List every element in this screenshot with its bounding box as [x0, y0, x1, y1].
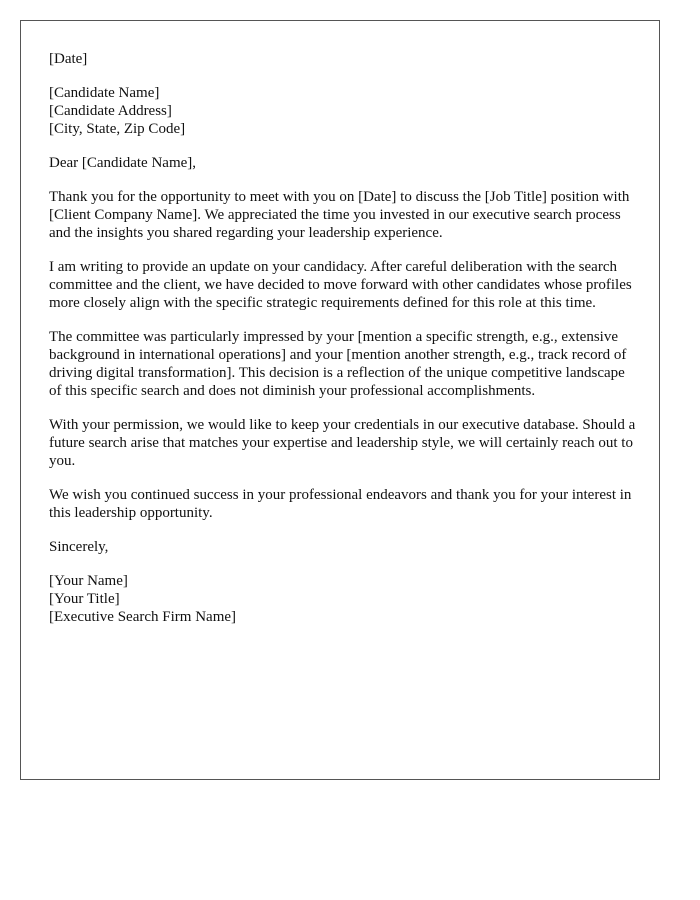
closing: Sincerely, [49, 539, 109, 555]
letter-page [20, 20, 660, 780]
date-block [49, 50, 639, 68]
paragraph-strengths: The committee was particularly impressed by your [mention a specific strength, e.g., extensive background in international operations] and your [mention another strength, e.g., track record of driving digital transformation]. This decision is a reflection of the unique competitive landscape of this specific search and does not diminish your professional accomplishments. [49, 329, 627, 399]
letter-date: [Date] [49, 51, 88, 67]
signature-firm: [Executive Search Firm Name] [49, 609, 237, 625]
recipient-city: [City, State, Zip Code] [49, 121, 186, 137]
recipient-name: [Candidate Name] [49, 85, 160, 101]
salutation: Dear [Candidate Name], [49, 155, 197, 171]
recipient-address-block [49, 84, 639, 138]
signature-name: [Your Name] [49, 573, 128, 589]
closing-block [49, 538, 639, 556]
signature-block [49, 572, 639, 626]
salutation-block [49, 154, 639, 172]
signature-title: [Your Title] [49, 591, 120, 607]
paragraph-closing-wishes: We wish you continued success in your professional endeavors and thank you for your interest in this leadership opportunity. [49, 487, 632, 521]
paragraph-candidacy-update: I am writing to provide an update on your candidacy. After careful deliberation with the search committee and the client, we have decided to move forward with other candidates whose profiles more closely align with the specific strategic requirements defined for this role at this time. [49, 259, 632, 311]
paragraph-future-opportunities: With your permission, we would like to keep your credentials in our executive database. Should a future search arise that matches your expertise and leadership style, we will certainly reach out to you. [49, 417, 636, 469]
letter-body [49, 50, 639, 642]
paragraph-meeting-thanks: Thank you for the opportunity to meet with you on [Date] to discuss the [Job Title] position with [Client Company Name]. We appreciated the time you invested in our executive search process and the insights you shared regarding your leadership experience. [49, 189, 630, 241]
recipient-address: [Candidate Address] [49, 103, 172, 119]
